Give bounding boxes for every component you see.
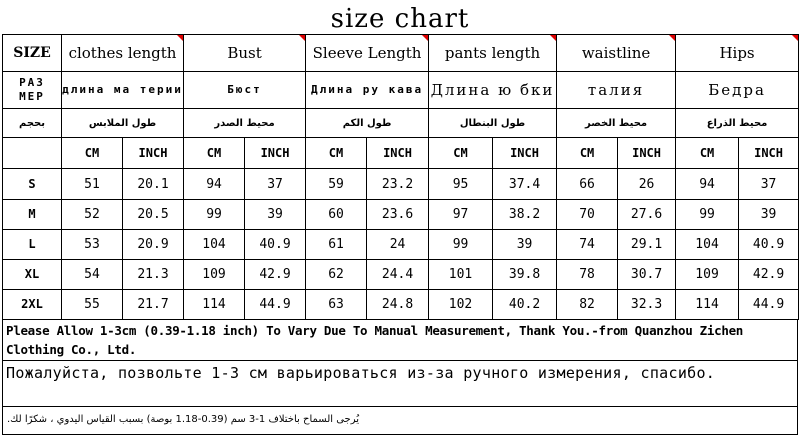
value-cell: 27.6 <box>618 199 676 229</box>
value-cell: 102 <box>429 289 493 319</box>
value-cell: 104 <box>184 229 245 259</box>
header-waistline: waistline <box>557 35 676 72</box>
table-row <box>3 289 799 319</box>
table-row <box>3 259 799 289</box>
table-row <box>3 199 799 229</box>
value-cell: 23.6 <box>367 199 429 229</box>
header-hips: Hips <box>676 35 799 72</box>
value-cell: 30.7 <box>618 259 676 289</box>
unit-cm: CM <box>184 138 245 169</box>
unit-blank <box>3 138 62 169</box>
value-cell: 60 <box>306 199 367 229</box>
size-cell: M <box>3 199 62 229</box>
value-cell: 37 <box>245 169 306 199</box>
value-cell: 21.7 <box>123 289 184 319</box>
value-cell: 66 <box>557 169 618 199</box>
value-cell: 39.8 <box>493 259 557 289</box>
value-cell: 54 <box>62 259 123 289</box>
value-cell: 114 <box>676 289 739 319</box>
size-chart-table <box>2 34 799 320</box>
header-ar-hips: محيط الذراع <box>676 109 799 138</box>
header-row-arabic <box>3 109 799 138</box>
value-cell: 24.4 <box>367 259 429 289</box>
unit-inch: INCH <box>123 138 184 169</box>
size-cell: XL <box>3 259 62 289</box>
header-row-russian <box>3 72 799 109</box>
header-ar-bust: محيط الصدر <box>184 109 306 138</box>
value-cell: 104 <box>676 229 739 259</box>
value-cell: 109 <box>676 259 739 289</box>
header-ru-hips: Бедра <box>676 72 799 109</box>
header-ar-size: بحجم <box>3 109 62 138</box>
header-ar-waistline: محيط الخصر <box>557 109 676 138</box>
unit-row <box>3 138 799 169</box>
value-cell: 61 <box>306 229 367 259</box>
value-cell: 52 <box>62 199 123 229</box>
table-row <box>3 169 799 199</box>
value-cell: 94 <box>676 169 739 199</box>
value-cell: 40.9 <box>739 229 799 259</box>
header-ru-waistline: талия <box>557 72 676 109</box>
value-cell: 51 <box>62 169 123 199</box>
chart-title: size chart <box>330 4 470 34</box>
value-cell: 24.8 <box>367 289 429 319</box>
value-cell: 44.9 <box>245 289 306 319</box>
table-row <box>3 229 799 259</box>
header-sleeve-length: Sleeve Length <box>306 35 429 72</box>
value-cell: 21.3 <box>123 259 184 289</box>
value-cell: 37.4 <box>493 169 557 199</box>
value-cell: 39 <box>739 199 799 229</box>
red-corner-mark <box>422 35 428 41</box>
value-cell: 59 <box>306 169 367 199</box>
value-cell: 39 <box>493 229 557 259</box>
value-cell: 23.2 <box>367 169 429 199</box>
value-cell: 44.9 <box>739 289 799 319</box>
value-cell: 26 <box>618 169 676 199</box>
unit-inch: INCH <box>618 138 676 169</box>
value-cell: 74 <box>557 229 618 259</box>
value-cell: 97 <box>429 199 493 229</box>
value-cell: 38.2 <box>493 199 557 229</box>
value-cell: 42.9 <box>739 259 799 289</box>
value-cell: 99 <box>184 199 245 229</box>
size-cell: 2XL <box>3 289 62 319</box>
value-cell: 55 <box>62 289 123 319</box>
header-ru-bust: Бюст <box>184 72 306 109</box>
red-corner-mark <box>550 35 556 41</box>
note-russian: Пожалуйста, позвольте 1-3 см варьироваться из-за ручного измерения, спасибо. <box>2 361 798 407</box>
value-cell: 24 <box>367 229 429 259</box>
value-cell: 62 <box>306 259 367 289</box>
size-cell: L <box>3 229 62 259</box>
value-cell: 40.2 <box>493 289 557 319</box>
value-cell: 94 <box>184 169 245 199</box>
value-cell: 20.9 <box>123 229 184 259</box>
value-cell: 42.9 <box>245 259 306 289</box>
value-cell: 99 <box>429 229 493 259</box>
header-clothes-length: clothes length <box>62 35 184 72</box>
red-corner-mark <box>669 35 675 41</box>
header-ar-clothes-length: طول الملابس <box>62 109 184 138</box>
value-cell: 37 <box>739 169 799 199</box>
value-cell: 78 <box>557 259 618 289</box>
red-corner-mark <box>299 35 305 41</box>
value-cell: 29.1 <box>618 229 676 259</box>
unit-cm: CM <box>306 138 367 169</box>
unit-cm: CM <box>62 138 123 169</box>
value-cell: 39 <box>245 199 306 229</box>
value-cell: 101 <box>429 259 493 289</box>
header-ru-sleeve-length: Длина ру кава <box>306 72 429 109</box>
red-corner-mark <box>792 35 798 41</box>
header-ar-sleeve-length: طول الكم <box>306 109 429 138</box>
header-row-english <box>3 35 799 72</box>
value-cell: 70 <box>557 199 618 229</box>
header-ru-pants-length: Длина ю бки <box>429 72 557 109</box>
unit-inch: INCH <box>367 138 429 169</box>
unit-cm: CM <box>557 138 618 169</box>
size-cell: S <box>3 169 62 199</box>
red-corner-mark <box>177 35 183 41</box>
note-english: Please Allow 1-3cm (0.39-1.18 inch) To Vary Due To Manual Measurement, Thank You.-from Quanzhou Zichen Clothing Co., Ltd. <box>2 320 798 361</box>
note-arabic: يُرجى السماح باختلاف 1-3 سم (0.39-1.18 بوصة) بسبب القياس اليدوي ، شكرًا لك. <box>2 407 798 435</box>
value-cell: 82 <box>557 289 618 319</box>
value-cell: 109 <box>184 259 245 289</box>
header-bust: Bust <box>184 35 306 72</box>
header-pants-length: pants length <box>429 35 557 72</box>
value-cell: 63 <box>306 289 367 319</box>
value-cell: 99 <box>676 199 739 229</box>
value-cell: 95 <box>429 169 493 199</box>
header-ar-pants-length: طول البنطال <box>429 109 557 138</box>
unit-inch: INCH <box>245 138 306 169</box>
value-cell: 114 <box>184 289 245 319</box>
header-ru-clothes-length: длина ма терии <box>62 72 184 109</box>
unit-cm: CM <box>676 138 739 169</box>
unit-inch: INCH <box>739 138 799 169</box>
value-cell: 40.9 <box>245 229 306 259</box>
value-cell: 20.1 <box>123 169 184 199</box>
value-cell: 53 <box>62 229 123 259</box>
header-size: SIZE <box>3 35 62 72</box>
header-ru-size: РАЗ МЕР <box>3 72 62 109</box>
value-cell: 32.3 <box>618 289 676 319</box>
unit-cm: CM <box>429 138 493 169</box>
unit-inch: INCH <box>493 138 557 169</box>
value-cell: 20.5 <box>123 199 184 229</box>
